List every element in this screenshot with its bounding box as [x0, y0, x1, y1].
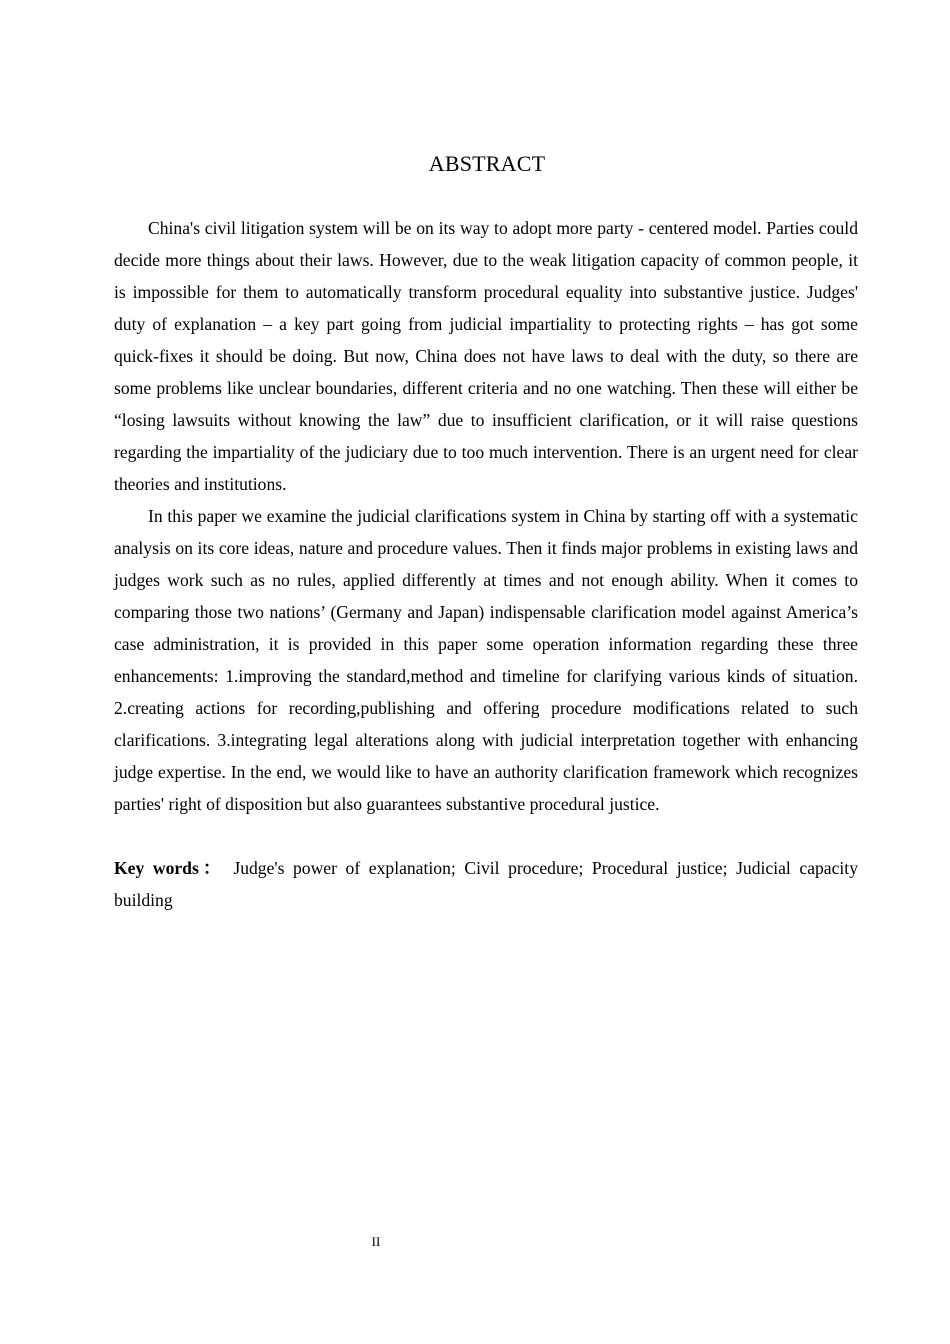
abstract-title: ABSTRACT [428, 151, 546, 176]
keywords-text: Judge's power of explanation; Civil procedure; Procedural justice; Judicial capacity building [114, 858, 858, 910]
abstract-paragraph-1: China's civil litigation system will be on its way to adopt more party - centered model. Parties could decide more things about their laws. However, due to the weak litigation capacity of common people, it is impossible for them to automatically transform procedural equality into substantive justice. Judges' duty of explanation – a key part going from judicial impartiality to protecting rights – has got some quick-fixes it should be doing. But now, China does not have laws to deal with the duty, so there are some problems like unclear boundaries, different criteria and no one watching. Then these will either be “losing lawsuits without knowing the law” due to insufficient clarification, or it will raise questions regarding the impartiality of the judiciary due to too much intervention. There is an urgent need for clear theories and institutions. [114, 218, 858, 494]
abstract-paragraph-2: In this paper we examine the judicial clarifications system in China by starting off with a systematic analysis on its core ideas, nature and procedure values. Then it finds major problems in existing laws and judges work such as no rules, applied differently at times and not enough ability. When it comes to comparing those two nations’ (Germany and Japan) indispensable clarification model against America’s case administration, it is provided in this paper some operation information regarding these three enhancements: 1.improving the standard,method and timeline for clarifying various kinds of situation. 2.creating actions for recording,publishing and offering procedure modifications related to such clarifications. 3.integrating legal alterations along with judicial interpretation together with enhancing judge expertise. In the end, we would like to have an authority clarification framework which recognizes parties' right of disposition but also guarantees substantive procedural justice. [114, 506, 858, 814]
keywords-label: Key words： [114, 858, 225, 878]
abstract-body [114, 212, 858, 916]
page-number: II [371, 1234, 381, 1249]
keywords-line [114, 852, 858, 916]
